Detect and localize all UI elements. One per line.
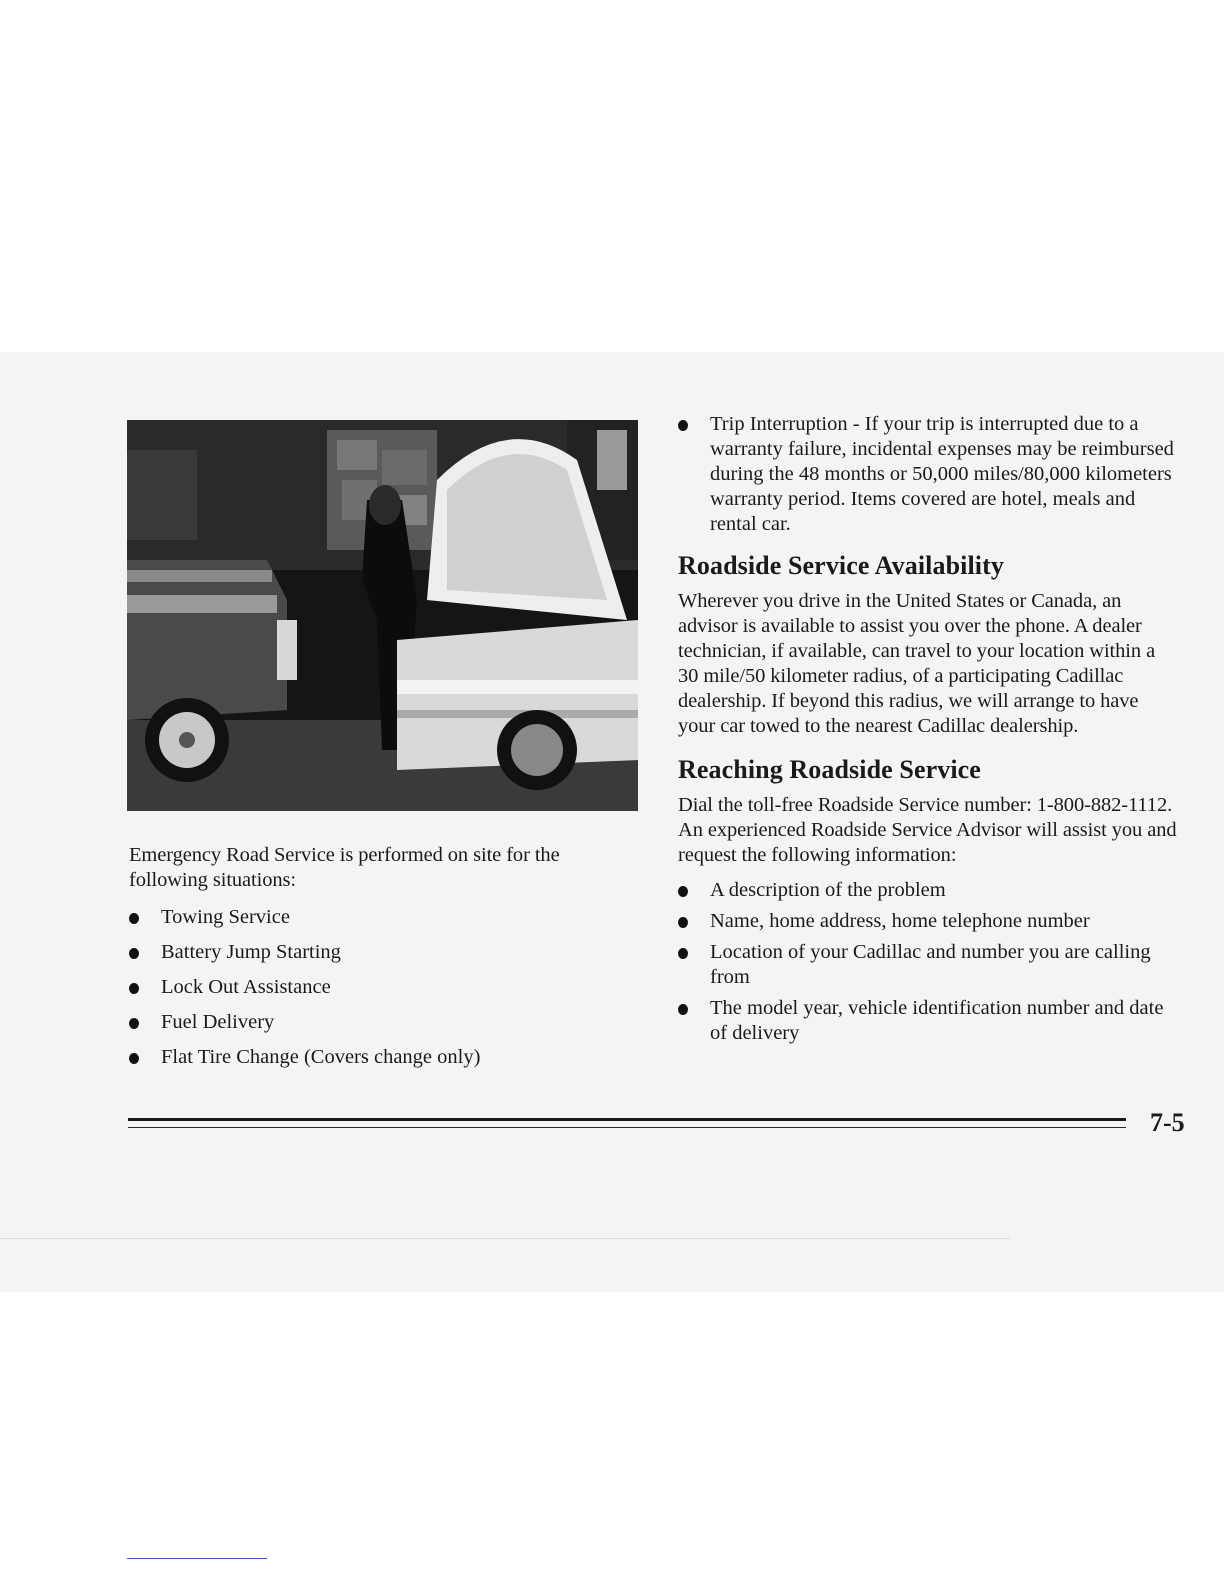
roadside-assistance-photo xyxy=(127,420,638,811)
requested-info-list xyxy=(678,878,1178,1046)
bullet-icon xyxy=(678,948,688,959)
bullet-icon xyxy=(129,1053,139,1064)
availability-heading: Roadside Service Availability xyxy=(678,551,1004,580)
emergency-service-intro: Emergency Road Service is performed on site for the following situations: xyxy=(129,844,560,891)
list-item: A description of the problem xyxy=(678,878,1178,903)
availability-body: Wherever you drive in the United States or Canada, an advisor is available to assist you over the phone. A dealer technician, if available, can travel to your location within a 30 mile/50 kilometer radius, of a participating Cadillac dealership. If beyond this radius, we will arrange to have your car towed to the nearest Cadillac dealership. xyxy=(678,590,1156,737)
bullet-icon xyxy=(129,1018,139,1029)
car-hood-open-illustration xyxy=(127,420,638,811)
list-item: Flat Tire Change (Covers change only) xyxy=(129,1045,619,1070)
page-number: 7-5 xyxy=(1150,1108,1185,1137)
list-item: Name, home address, home telephone number xyxy=(678,909,1178,934)
reaching-heading: Reaching Roadside Service xyxy=(678,755,981,784)
right-column xyxy=(678,412,1178,1052)
bullet-icon xyxy=(678,886,688,897)
list-item: Lock Out Assistance xyxy=(129,975,619,1000)
list-item: Trip Interruption - If your trip is interrupted due to a warranty failure, incidental expenses may be reimbursed during the 48 months or 50,000 miles/80,000 kilometers warranty period. Items covered are hotel, meals and rental car. xyxy=(678,412,1178,537)
emergency-service-list xyxy=(129,905,619,1070)
footer-rule-thick xyxy=(128,1118,1126,1121)
list-item: Battery Jump Starting xyxy=(129,940,619,965)
bullet-icon xyxy=(678,420,688,431)
divider xyxy=(0,1238,1010,1239)
bullet-icon xyxy=(129,913,139,924)
bullet-icon xyxy=(129,948,139,959)
list-item: Fuel Delivery xyxy=(129,1010,619,1035)
bullet-icon xyxy=(678,1004,688,1015)
trip-interruption-list xyxy=(678,412,1178,537)
reaching-body: Dial the toll-free Roadside Service number: 1-800-882-1112. An experienced Roadside Service Advisor will assist you and request the following information: xyxy=(678,794,1177,866)
left-column xyxy=(129,843,619,1080)
list-item: Towing Service xyxy=(129,905,619,930)
footer-rule-thin xyxy=(128,1127,1126,1128)
list-item: Location of your Cadillac and number you are calling from xyxy=(678,940,1178,990)
divider xyxy=(127,1558,267,1559)
bullet-icon xyxy=(129,983,139,994)
list-item: The model year, vehicle identification number and date of delivery xyxy=(678,996,1178,1046)
bullet-icon xyxy=(678,917,688,928)
